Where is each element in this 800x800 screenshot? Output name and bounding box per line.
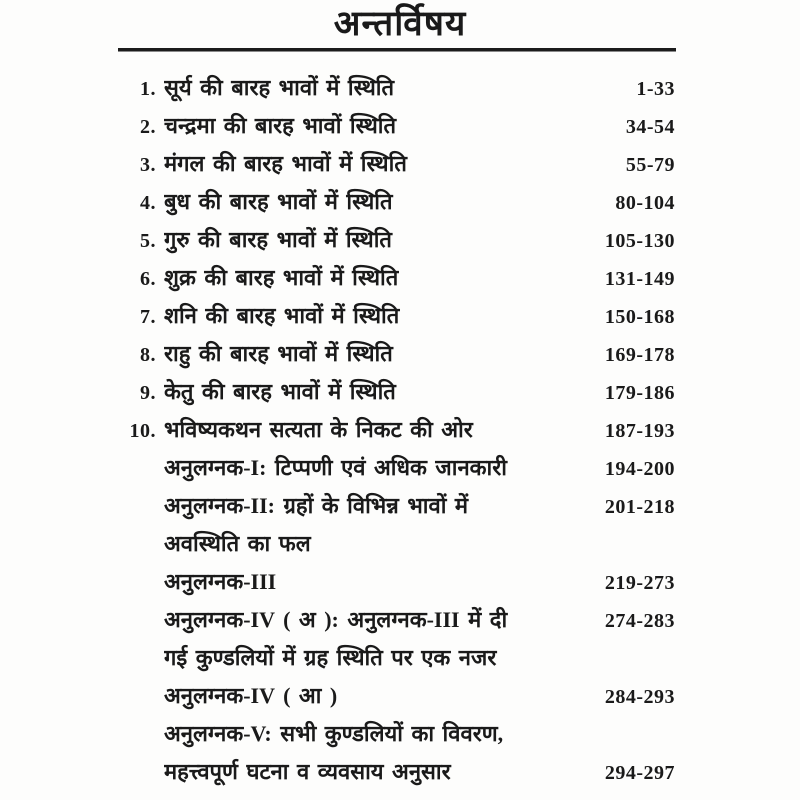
toc-entry-line [118, 412, 675, 450]
toc-entry-line [118, 450, 675, 488]
entry-page-range: 55-79 [625, 154, 675, 176]
toc-entry-line [118, 222, 675, 260]
entry-page-range: 34-54 [625, 116, 675, 138]
entry-number: 1. [140, 78, 156, 100]
toc-entry-line [118, 526, 675, 564]
entry-title: मंगल की बारह भावों में स्थिति [164, 151, 407, 176]
toc-entry-line [118, 716, 675, 754]
page-title: अन्तर्विषय [333, 4, 467, 43]
entry-page-range: 274-283 [604, 610, 675, 632]
toc-entry-line [118, 70, 675, 108]
entry-page-range: 201-218 [604, 496, 675, 518]
entry-page-range: 169-178 [604, 344, 675, 366]
toc-entry-line [118, 488, 675, 526]
toc-entry-line [118, 146, 675, 184]
toc-entry-line [118, 678, 675, 716]
toc-entry-line [118, 602, 675, 640]
entry-page-range: 131-149 [604, 268, 675, 290]
entry-page-range: 187-193 [604, 420, 675, 442]
entry-page-range: 219-273 [604, 572, 675, 594]
entry-title: अनुलग्नक-III [164, 569, 277, 594]
entry-number: 4. [140, 192, 156, 214]
entry-title: गुरु की बारह भावों में स्थिति [164, 227, 392, 252]
entry-number: 10. [129, 420, 156, 442]
entry-title: अनुलग्नक-II: ग्रहों के विभिन्न भावों में [164, 493, 469, 518]
entry-page-range: 179-186 [604, 382, 675, 404]
entry-title: अनुलग्नक-I: टिप्पणी एवं अधिक जानकारी [164, 455, 507, 480]
toc-entry-line [118, 260, 675, 298]
entry-title: बुध की बारह भावों में स्थिति [164, 189, 393, 214]
entry-title: अनुलग्नक-V: सभी कुण्डलियों का विवरण, [164, 721, 504, 746]
toc-entry-line [118, 374, 675, 412]
entry-title: भविष्यकथन सत्यता के निकट की ओर [164, 417, 473, 442]
entry-title: अवस्थिति का फल [164, 531, 311, 556]
entry-title: अनुलग्नक-IV ( आ ) [164, 683, 338, 708]
toc-entry-line [118, 754, 675, 792]
toc-entry-line [118, 108, 675, 146]
entry-number: 5. [140, 230, 156, 252]
entry-title: अनुलग्नक-IV ( अ ): अनुलग्नक-III में दी [164, 607, 508, 632]
entry-title: शनि की बारह भावों में स्थिति [164, 303, 400, 328]
entry-number: 7. [140, 306, 156, 328]
entry-title: शुक्र की बारह भावों में स्थिति [164, 265, 399, 290]
entry-number: 9. [140, 382, 156, 404]
entry-page-range: 150-168 [604, 306, 675, 328]
toc-list [118, 70, 675, 792]
entry-title: महत्त्वपूर्ण घटना व व्यवसाय अनुसार [164, 759, 451, 784]
entry-page-range: 194-200 [604, 458, 675, 480]
toc-entry-line [118, 336, 675, 374]
entry-number: 6. [140, 268, 156, 290]
entry-page-range: 105-130 [604, 230, 675, 252]
toc-entry-line [118, 184, 675, 222]
entry-title: सूर्य की बारह भावों में स्थिति [164, 75, 395, 100]
entry-page-range: 294-297 [604, 762, 675, 784]
entry-number: 8. [140, 344, 156, 366]
entry-page-range: 1-33 [636, 78, 675, 100]
entry-title: चन्द्रमा की बारह भावों स्थिति [164, 113, 397, 138]
toc-entry-line [118, 298, 675, 336]
toc-entry-line [118, 564, 675, 602]
entry-title: गई कुण्डलियों में ग्रह स्थिति पर एक नजर [164, 645, 497, 670]
entry-number: 3. [140, 154, 156, 176]
entry-title: केतु की बारह भावों में स्थिति [164, 379, 396, 404]
entry-number: 2. [140, 116, 156, 138]
title-divider-rule [118, 48, 676, 52]
entry-title: राहु की बारह भावों में स्थिति [164, 341, 393, 366]
toc-entry-line [118, 640, 675, 678]
entry-page-range: 80-104 [615, 192, 675, 214]
entry-page-range: 284-293 [604, 686, 675, 708]
